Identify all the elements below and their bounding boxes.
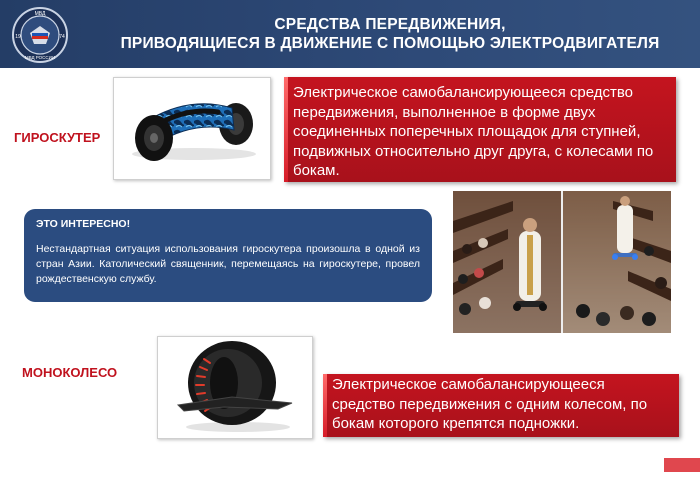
hoverboard-label: ГИРОСКУТЕР — [14, 130, 101, 145]
hoverboard-photo — [113, 77, 271, 180]
monowheel-image-icon — [158, 337, 312, 438]
emblem-top-text: МВД — [34, 11, 46, 17]
decorative-corner-bar — [664, 458, 700, 472]
emblem-year-left: 19 — [15, 34, 21, 40]
monowheel-label: МОНОКОЛЕСО — [22, 365, 118, 380]
hoverboard-description: Электрическое самобалансирующееся средство передвижения, выполненное в форме двух соединенных поперечных площадок для ступней, подвижных относительно друг друга, с колесами по бокам. — [293, 84, 654, 179]
page-title — [90, 4, 690, 64]
page-title-line-2: ПРИВОДЯЩИЕСЯ В ДВИЖЕНИЕ С ПОМОЩЬЮ ЭЛЕКТРОДВИГАТЕЛЯ — [120, 35, 660, 52]
monowheel-description: Электрическое самобалансирующееся средство передвижения с одним колесом, по бокам которого крепятся подножки. — [332, 376, 648, 432]
church-scene-icon — [453, 191, 671, 333]
mvd-emblem-icon — [8, 6, 72, 64]
interesting-fact-title: ЭТО ИНТЕРЕСНО! — [36, 218, 131, 230]
emblem-bottom-text: МВД РОССИИ — [24, 55, 56, 60]
monowheel-photo — [157, 336, 313, 439]
interesting-fact-box — [24, 209, 432, 302]
page-title-line-1: СРЕДСТВА ПЕРЕДВИЖЕНИЯ, — [274, 16, 506, 33]
header-bar — [0, 0, 700, 68]
priest-in-church-photo — [453, 191, 671, 333]
hoverboard-description-box — [284, 77, 676, 182]
interesting-fact-text: Нестандартная ситуация использования гироскутера произошла в одной из стран Азии. Католический священник, перемещаясь на гироскутере, провел рождественскую службу. — [36, 243, 420, 285]
emblem-year-right: 74 — [59, 34, 65, 40]
monowheel-description-box — [323, 374, 679, 437]
hoverboard-image-icon — [114, 78, 270, 179]
